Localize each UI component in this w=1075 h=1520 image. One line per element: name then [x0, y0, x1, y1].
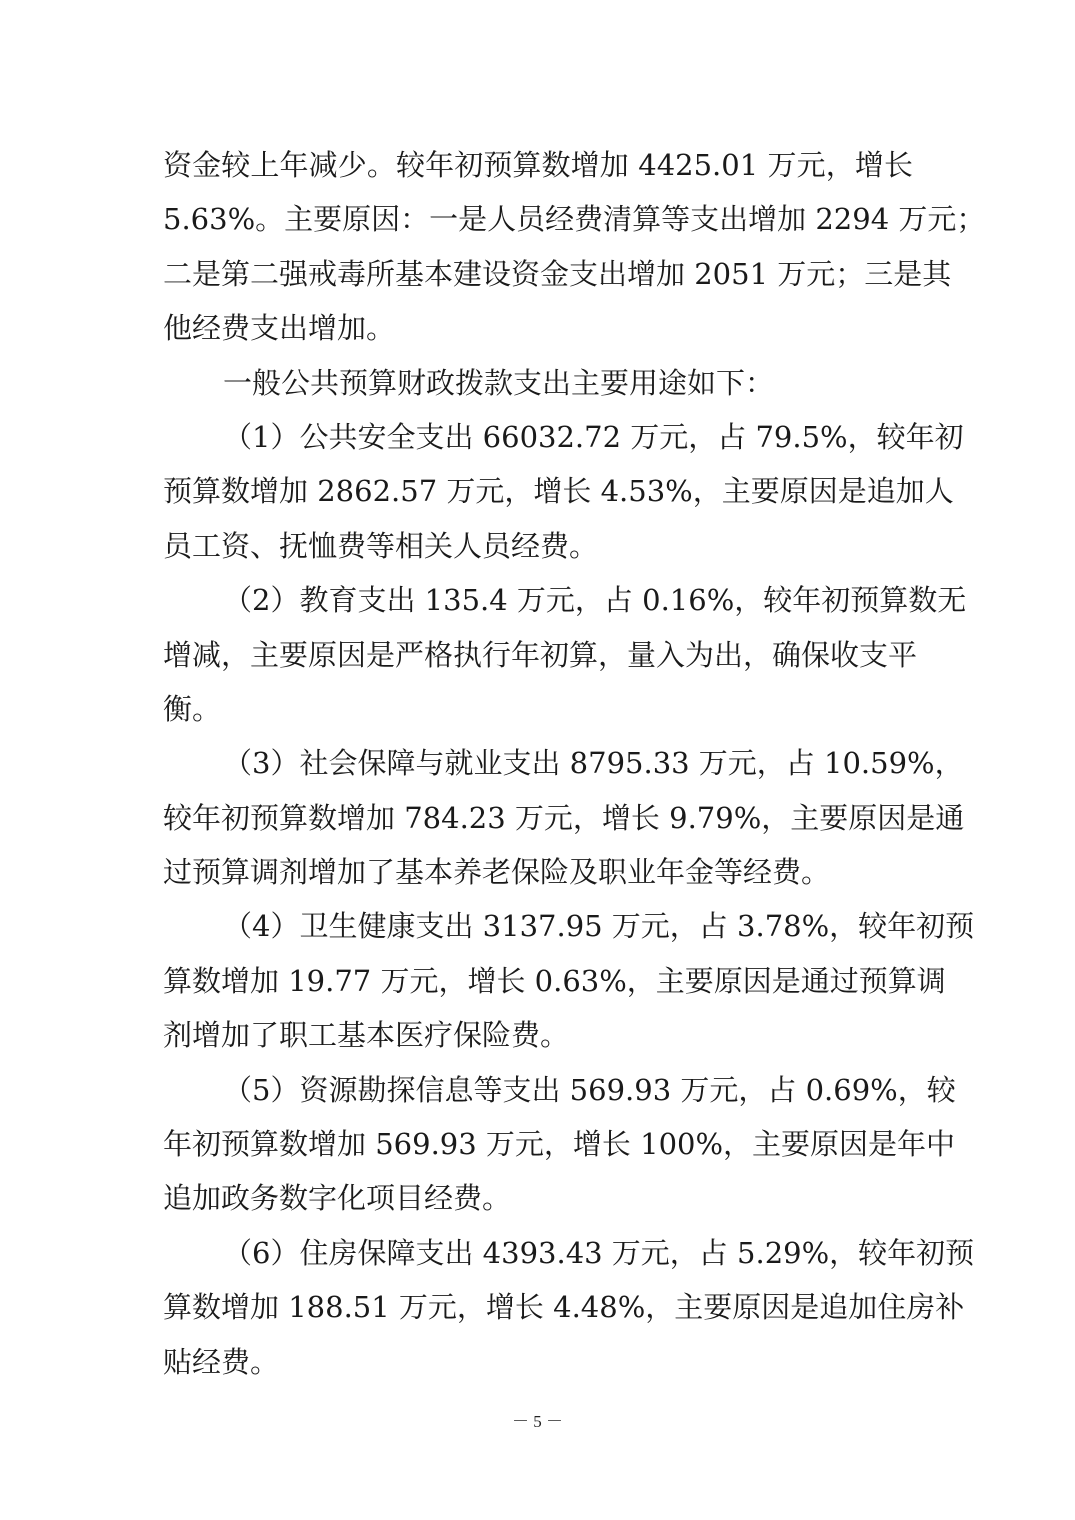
- text-line: 二是第二强戒毒所基本建设资金支出增加 2051 万元；三是其: [163, 256, 952, 291]
- text-line: （3）社会保障与就业支出 8795.33 万元，占 10.59%，: [223, 746, 964, 781]
- text-line: （6）住房保障支出 4393.43 万元，占 5.29%，较年初预: [223, 1235, 975, 1270]
- text-line: 年初预算数增加 569.93 万元，增长 100%，主要原因是年中: [163, 1127, 956, 1162]
- text-line: 过预算调剂增加了基本养老保险及职业年金等经费。: [163, 855, 831, 890]
- text-line: （5）资源勘探信息等支出 569.93 万元，占 0.69%，较: [223, 1072, 956, 1107]
- text-line: （4）卫生健康支出 3137.95 万元，占 3.78%，较年初预: [223, 909, 975, 944]
- page-number: － 5 －: [512, 1412, 563, 1431]
- text-line: （1）公共安全支出 66032.72 万元，占 79.5%，较年初: [223, 419, 964, 454]
- text-line: 算数增加 188.51 万元，增长 4.48%，主要原因是追加住房补: [163, 1290, 965, 1325]
- text-line: （2）教育支出 135.4 万元，占 0.16%，较年初预算数无: [223, 583, 967, 618]
- text-line: 追加政务数字化项目经费。: [163, 1181, 512, 1216]
- text-line: 剂增加了职工基本医疗保险费。: [163, 1018, 570, 1053]
- text-line: 员工资、抚恤费等相关人员经费。: [163, 528, 599, 563]
- text-line: 衡。: [163, 691, 222, 726]
- text-line: 一般公共预算财政拨款支出主要用途如下：: [223, 365, 775, 400]
- text-line: 5.63%。主要原因：一是人员经费清算等支出增加 2294 万元；: [163, 202, 986, 237]
- text-line: 较年初预算数增加 784.23 万元，增长 9.79%，主要原因是通: [163, 800, 965, 835]
- text-line: 他经费支出增加。: [163, 311, 396, 346]
- text-line: 预算数增加 2862.57 万元，增长 4.53%，主要原因是追加人: [163, 474, 954, 509]
- text-line: 算数增加 19.77 万元，增长 0.63%，主要原因是通过预算调: [163, 963, 946, 998]
- body-text: [163, 138, 986, 1389]
- text-line: 贴经费。: [163, 1344, 280, 1379]
- text-line: 资金较上年减少。较年初预算数增加 4425.01 万元，增长: [163, 148, 913, 182]
- text-line: 增减，主要原因是严格执行年初算，量入为出，确保收支平: [163, 637, 918, 672]
